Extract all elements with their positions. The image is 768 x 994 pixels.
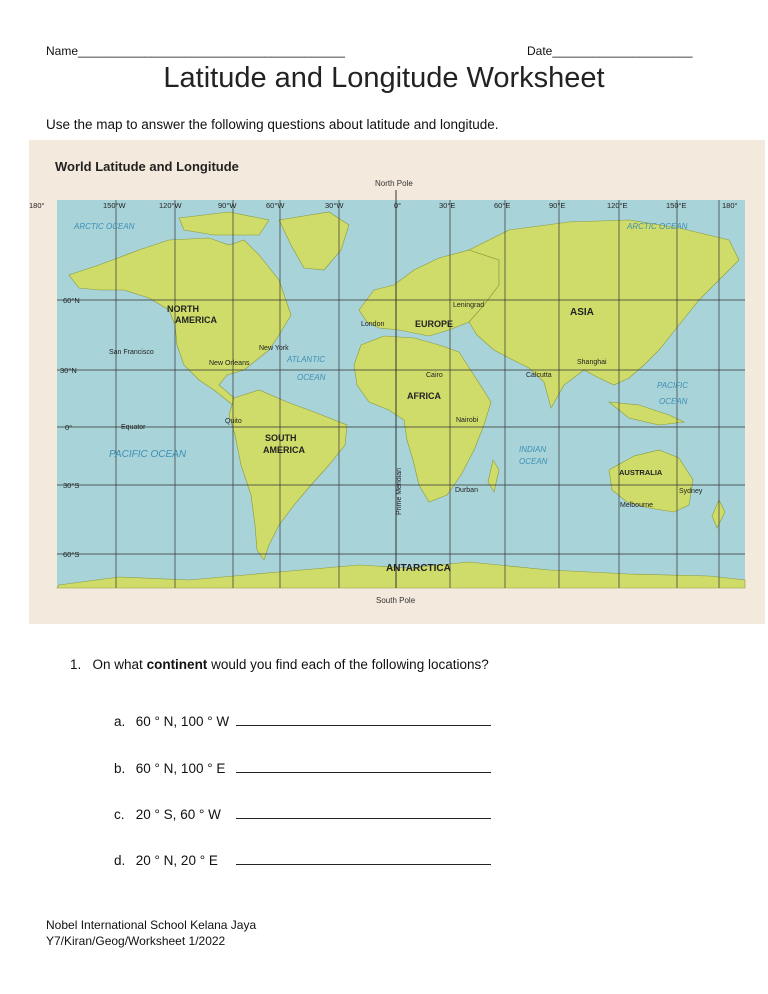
lat-label: 30°N (60, 366, 77, 375)
answer-line[interactable] (236, 713, 491, 726)
answer-line[interactable] (236, 760, 491, 773)
question-item: d. 20 ° N, 20 ° E (114, 852, 491, 868)
lon-label: 150°E (666, 201, 687, 210)
continent-label: AUSTRALIA (619, 468, 663, 477)
continent-label: NORTH (167, 304, 199, 314)
ocean-label: OCEAN (297, 373, 326, 382)
city-label: Sydney (679, 488, 703, 495)
ocean-label: OCEAN (659, 397, 688, 406)
ocean-label: INDIAN (519, 445, 547, 454)
ocean-label: ATLANTIC (287, 355, 326, 364)
city-label: Nairobi (456, 417, 479, 424)
lon-label: 60°E (494, 201, 511, 210)
north-pole-label: North Pole (375, 179, 413, 188)
lat-label: 60°S (63, 550, 80, 559)
city-label: Melbourne (620, 502, 654, 509)
footer-ref: Y7/Kiran/Geog/Worksheet 1/2022 (46, 934, 226, 948)
name-field[interactable]: Name________________________________________ (46, 44, 345, 58)
continent-label: AFRICA (407, 391, 441, 401)
lon-label: 150°W (103, 201, 126, 210)
answer-line[interactable] (236, 852, 491, 865)
footer-school: Nobel International School Kelana Jaya (46, 918, 257, 932)
ocean-label: PACIFIC (657, 381, 688, 390)
continent-label: AMERICA (263, 445, 305, 455)
continent-label: EUROPE (415, 319, 454, 329)
ocean-label: ARCTIC OCEAN (74, 222, 135, 231)
equator-label: Equator (121, 424, 146, 431)
lon-label: 180° (29, 201, 45, 210)
city-label: Quito (225, 418, 242, 425)
lon-label: 60°W (266, 201, 285, 210)
city-label: London (361, 321, 385, 328)
lon-label: 120°W (159, 201, 182, 210)
question-item: b. 60 ° N, 100 ° E (114, 760, 491, 776)
lon-label: 90°E (549, 201, 566, 210)
city-label: Calcutta (526, 372, 552, 379)
question-item: a. 60 ° N, 100 ° W (114, 713, 491, 729)
city-label: New Orleans (209, 360, 250, 367)
question-1: 1. On what continent would you find each of the following locations? (70, 657, 489, 672)
lat-label: 30°S (63, 481, 80, 490)
city-label: Leningrad (453, 302, 485, 309)
continent-label: AMERICA (175, 315, 217, 325)
ocean-label: ARCTIC OCEAN (627, 222, 688, 231)
south-pole-label: South Pole (376, 596, 416, 605)
lon-label: 180° (722, 201, 738, 210)
lon-label: 0° (394, 201, 402, 210)
lon-label: 30°E (439, 201, 456, 210)
lon-label: 90°W (218, 201, 237, 210)
city-label: Shanghai (577, 359, 607, 366)
ocean-label: PACIFIC OCEAN (109, 449, 187, 460)
city-label: Cairo (426, 372, 443, 379)
page-title: Latitude and Longitude Worksheet (163, 62, 605, 94)
lat-label: 60°N (63, 296, 80, 305)
continent-label: ANTARCTICA (386, 563, 451, 574)
lon-label: 30°W (325, 201, 344, 210)
world-map (29, 140, 765, 624)
city-label: New York (259, 345, 289, 352)
lat-label: 0° (65, 423, 73, 432)
continent-label: ASIA (570, 307, 594, 318)
instructions: Use the map to answer the following questions about latitude and longitude. (46, 117, 499, 132)
continent-label: SOUTH (265, 433, 297, 443)
ocean-label: OCEAN (519, 457, 548, 466)
question-item: c. 20 ° S, 60 ° W (114, 806, 491, 822)
city-label: Durban (455, 487, 478, 494)
date-field[interactable]: Date_____________________ (527, 44, 693, 58)
lon-label: 120°E (607, 201, 628, 210)
prime-meridian-label: Prime Meridian (396, 467, 403, 515)
city-label: San Francisco (109, 349, 154, 356)
map-title: World Latitude and Longitude (55, 159, 239, 174)
answer-line[interactable] (236, 806, 491, 819)
